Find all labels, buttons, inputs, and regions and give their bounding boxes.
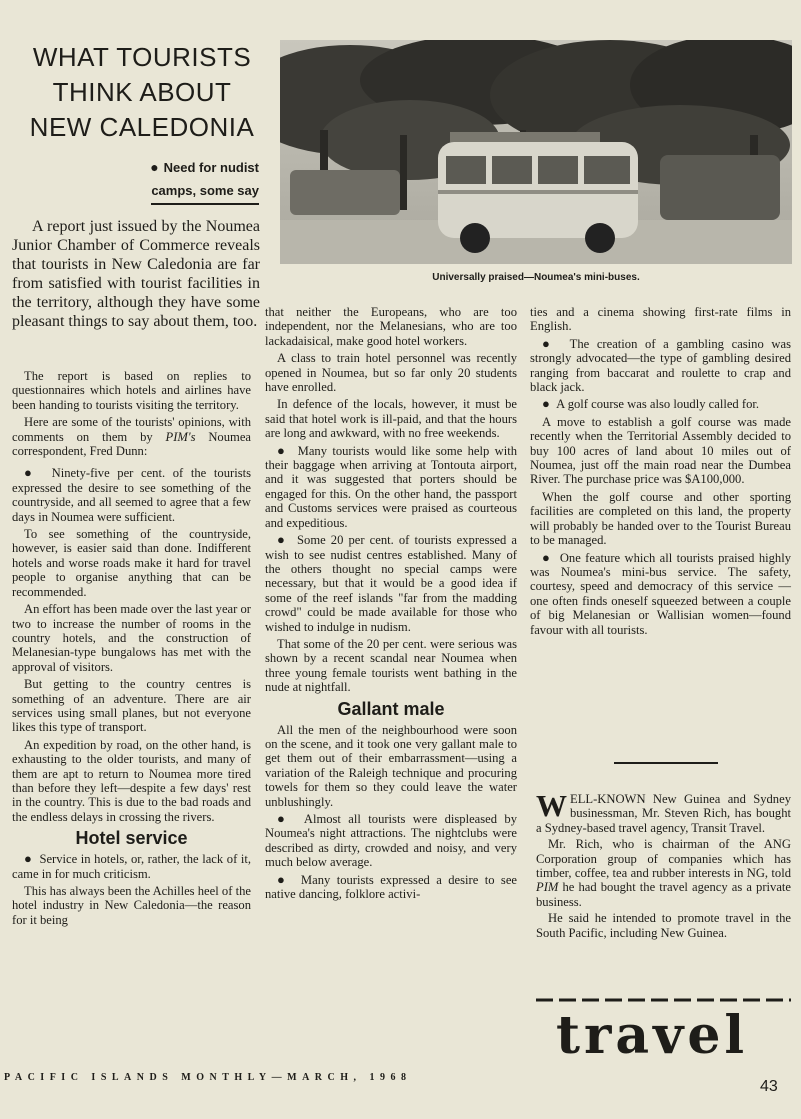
bullet-icon: ● xyxy=(277,532,287,548)
bullet-icon: ● xyxy=(277,871,289,887)
paragraph: that neither the Europeans, who are too independent, nor the Melanesians, who are too lackadaisical, make good hotel workers. xyxy=(265,305,517,348)
bullet-icon: ● xyxy=(542,396,550,412)
article-column-1 xyxy=(12,369,251,930)
title-line: WHAT TOURISTS xyxy=(32,42,252,72)
paragraph: ● Ninety-five per cent. of the tourists expressed the desire to see something of the countryside, and all seemed to agree that a few days in Noumea were sufficient. xyxy=(12,465,251,524)
paragraph: ● Almost all tourists were displeased by Noumea's night attractions. The nightclubs were described as dirty, crowded and noisy, and very much below average. xyxy=(265,811,518,870)
title-line: NEW CALEDONIA xyxy=(29,112,255,142)
subheading-hotel-service: Hotel service xyxy=(75,828,188,849)
minibus-photo-illustration xyxy=(280,40,792,264)
tagline-line: camps, some say xyxy=(151,179,259,205)
article-column-2 xyxy=(265,305,517,904)
paragraph: When the golf course and other sporting facilities are completed on this land, the property will probably be handed over to the Tourist Bureau to be managed. xyxy=(530,489,791,548)
paragraph: To see something of the countryside, however, is easier said than done. Indifferent hotels and worse roads make it hard for travel people to organise anything that can be recommended. xyxy=(12,527,251,599)
title-line: THINK ABOUT xyxy=(52,77,232,107)
subheading-gallant-male: Gallant male xyxy=(337,698,445,719)
bullet-icon: ● xyxy=(542,335,555,351)
paragraph: This has always been the Achilles heel of the hotel industry in New Caledonia—the reason for it being xyxy=(12,884,251,927)
paragraph: ● Many tourists would like some help with their baggage when arriving at Tontouta airport, and it was suggested that porters should be engaged for this. On the other hand, the passport and Customs services were praised as courteous and expeditious. xyxy=(265,442,517,530)
bullet-icon: ● xyxy=(150,159,159,175)
bullet-icon: ● xyxy=(277,442,288,458)
paragraph: ● Service in hotels, or, rather, the lack of it, came in for much criticism. xyxy=(12,851,251,881)
paragraph: Mr. Rich, who is chairman of the ANG Corporation group of companies which has timber, coffee, tea and rubber interests in NG, told PIM he had bought the travel agency as a private business. xyxy=(536,837,791,909)
bullet-icon: ● xyxy=(542,549,552,565)
minibus-photo xyxy=(280,40,792,264)
paragraph: In defence of the locals, however, it must be said that hotel work is ill-paid, and that the hours are long and awkward, with no free weekends. xyxy=(265,397,517,441)
bullet-icon: ● xyxy=(277,811,290,826)
paragraph: ● Some 20 per cent. of tourists expressed a wish to see nudist centres established. Many of the others thought no special camps were necessary, but that it would be a good idea if some of the reef islands "far from the madding crowd" could be made available for those who wished to indulge in nudism. xyxy=(265,532,518,634)
dashed-rule xyxy=(536,997,791,1003)
photo-caption: Universally praised—Noumea's mini-buses. xyxy=(432,272,640,283)
section-divider xyxy=(614,762,718,764)
paragraph: All the men of the neighbourhood were soon on the scene, and it took one very gallant male to get them out of their embarrassment—using a variation of the Raleigh technique and procuring towels for them so they could leave the water unblushingly. xyxy=(265,722,517,809)
article-tagline xyxy=(150,156,259,205)
paragraph: A move to establish a golf course was made recently when the Territorial Assembly decided to buy 100 acres of land about 10 miles out of Noumea, just off the main road near the Dumbea River. The purchase price was $A100,000. xyxy=(530,414,791,487)
article-title xyxy=(18,40,266,145)
page-number: 43 xyxy=(760,1078,778,1095)
paragraph: ● Many tourists expressed a desire to see native dancing, folklore activi- xyxy=(265,871,517,902)
article-column-3 xyxy=(530,305,791,640)
bullet-icon: ● xyxy=(24,851,33,867)
paragraph: WELL-KNOWN New Guinea and Sydney businessman, Mr. Steven Rich, has bought a Sydney-based travel agency, Transit Travel. xyxy=(536,788,791,835)
article-lead xyxy=(12,217,260,331)
news-notice xyxy=(536,788,791,942)
paragraph: ● A golf course was also loudly called for. xyxy=(542,396,760,412)
pim-abbrev: PIM xyxy=(536,880,559,895)
paragraph: The report is based on replies to questionnaires which hotels and airlines have been handing to tourists visiting the territory. xyxy=(12,369,251,412)
paragraph: But getting to the country centres is something of an adventure. There are air services using small planes, but not everyone likes this type of transport. xyxy=(12,677,251,735)
paragraph: ties and a cinema showing first-rate films in English. xyxy=(530,305,791,334)
paragraph: That some of the 20 per cent. were serious was shown by a recent scandal near Noumea when three young female tourists went bathing in the nude at nightfall. xyxy=(265,636,517,695)
magazine-footer: PACIFIC ISLANDS MONTHLY—MARCH, 1968 xyxy=(4,1072,412,1083)
paragraph: ● One feature which all tourists praised highly was Noumea's mini-bus service. The safety, courtesy, speed and democracy of this service —one often finds oneself squeezed between a couple of big Melanesian or Wallisian women—found favour with all tourists. xyxy=(530,549,791,637)
pim-abbrev: PIM's xyxy=(165,429,196,444)
section-label: travel xyxy=(556,1005,749,1066)
paragraph: Here are some of the tourists' opinions, with comments on them by PIM's Noumea correspondent, Fred Dunn: xyxy=(12,415,252,459)
paragraph: ● The creation of a gambling casino was strongly advocated—the type of gambling desired ranging from baccarat and roulette to crap and black jack. xyxy=(530,335,791,395)
paragraph: An expedition by road, on the other hand, is exhausting to the older tourists, and many of them are apt to return to Noumea more tired than before they left—despite a few days' rest in the country. This is due to the bad roads and the endless delays in crossing the rivers. xyxy=(12,737,251,824)
paragraph: A class to train hotel personnel was recently opened in Noumea, but so far only 20 students have enrolled. xyxy=(265,351,517,395)
tagline-line: Need for nudist xyxy=(163,160,259,175)
bullet-icon: ● xyxy=(24,465,37,481)
paragraph: He said he intended to promote travel in the South Pacific, including New Guinea. xyxy=(536,911,791,940)
paragraph: An effort has been made over the last year or two to increase the number of rooms in the country hotels, and the construction of Melanesian-type bungalows has met with the approval of visitors. xyxy=(12,602,251,674)
lead-paragraph: A report just issued by the Noumea Junior Chamber of Commerce reveals that tourists in New Caledonia are far from satisfied with tourist facilities in the territory, although they have some pleasant things to say about them, too. xyxy=(12,218,260,330)
drop-cap: W xyxy=(536,788,567,823)
